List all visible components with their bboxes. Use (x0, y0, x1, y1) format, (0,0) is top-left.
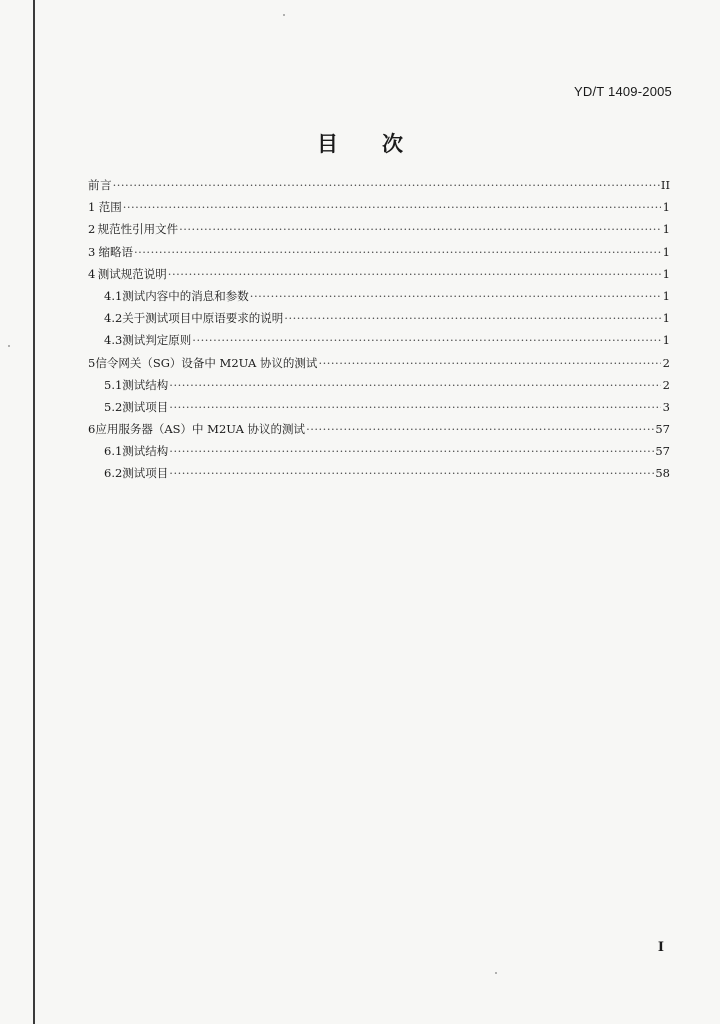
toc-leader-dots (192, 333, 661, 347)
toc-leader-dots (318, 356, 661, 370)
toc-entry[interactable] (88, 421, 670, 443)
page-number: I (657, 940, 664, 955)
toc-entry[interactable] (88, 244, 670, 266)
toc-entry-number: 6.2 (104, 466, 123, 481)
toc-entry-number: 6 (88, 422, 96, 437)
toc-leader-dots (250, 289, 661, 303)
standard-code: YD/T 1409-2005 (574, 84, 672, 99)
toc-subentry[interactable] (88, 443, 670, 465)
toc-entry-number: 3 (88, 244, 96, 259)
toc-leader-dots (179, 222, 661, 236)
toc-entry-number: 前 (88, 178, 100, 192)
toc-entry-page: 1 (662, 200, 670, 215)
toc-entry-label: 应用服务器（AS）中 M2UA 协议的测试 (95, 422, 306, 437)
toc-entry-page: 1 (662, 244, 670, 259)
scan-speck (8, 345, 10, 347)
scan-speck (283, 14, 285, 16)
toc-leader-dots (169, 444, 654, 458)
toc-entry[interactable] (88, 177, 670, 199)
toc-leader-dots (169, 400, 661, 414)
toc-title-char-2: 次 (382, 132, 403, 156)
toc-entry-page: 1 (662, 266, 670, 281)
toc-leader-dots (113, 178, 660, 192)
toc-entry-page: 2 (662, 355, 670, 370)
toc-entry-number: 4 (88, 266, 96, 281)
toc-entry[interactable] (88, 355, 670, 377)
toc-entry-number: 4.2 (104, 311, 123, 326)
toc-entry-label: 信令网关（SG）设备中 M2UA 协议的测试 (95, 355, 318, 370)
toc-title-char-1: 目 (317, 132, 338, 156)
toc-entry-label: 测试结构 (122, 377, 169, 392)
table-of-contents (88, 177, 670, 488)
toc-entry-number: 6.1 (104, 444, 123, 459)
toc-entry-label: 言 (100, 178, 112, 192)
toc-leader-dots (306, 422, 654, 436)
toc-entry-number: 5.2 (104, 399, 123, 414)
toc-subentry[interactable] (88, 377, 670, 399)
toc-leader-dots (169, 466, 654, 480)
toc-entry-label: 测试规范说明 (97, 266, 167, 281)
toc-entry-page: 1 (662, 311, 670, 326)
toc-leader-dots (123, 200, 661, 214)
toc-entry-page: 2 (662, 377, 670, 392)
toc-title (0, 128, 720, 158)
toc-entry-number: 5 (88, 355, 96, 370)
toc-entry[interactable] (88, 266, 670, 288)
toc-entry-label: 范围 (98, 200, 122, 215)
toc-subentry[interactable] (88, 310, 670, 332)
toc-subentry[interactable] (88, 288, 670, 310)
toc-subentry[interactable] (88, 399, 670, 421)
toc-entry-page: II (660, 178, 670, 192)
toc-entry[interactable] (88, 199, 670, 221)
toc-entry-page: 57 (655, 422, 670, 437)
toc-leader-dots (284, 311, 661, 325)
toc-entry-number: 1 (88, 200, 96, 215)
toc-subentry[interactable] (88, 465, 670, 487)
toc-entry-label: 测试判定原则 (122, 333, 192, 348)
toc-entry-number: 4.1 (104, 288, 123, 303)
toc-leader-dots (134, 245, 661, 259)
toc-entry-number: 2 (88, 222, 96, 237)
toc-entry-number: 5.1 (104, 377, 123, 392)
toc-entry-label: 测试内容中的消息和参数 (122, 288, 249, 303)
toc-entry-page: 57 (655, 444, 670, 459)
toc-subentry[interactable] (88, 332, 670, 354)
toc-entry-label: 测试结构 (122, 444, 169, 459)
toc-entry-page: 58 (655, 466, 670, 481)
toc-entry-label: 测试项目 (122, 399, 169, 414)
toc-entry-page: 1 (662, 333, 670, 348)
toc-leader-dots (168, 267, 661, 281)
toc-entry-label: 测试项目 (122, 466, 169, 481)
toc-entry-number: 4.3 (104, 333, 123, 348)
toc-entry-page: 1 (662, 222, 670, 237)
toc-leader-dots (169, 378, 661, 392)
toc-entry-label: 关于测试项目中原语要求的说明 (122, 311, 284, 326)
toc-entry-page: 1 (662, 288, 670, 303)
toc-entry-page: 3 (662, 399, 670, 414)
toc-entry[interactable] (88, 221, 670, 243)
toc-entry-label: 缩略语 (98, 244, 133, 259)
toc-entry-label: 规范性引用文件 (97, 222, 179, 237)
scan-speck (495, 972, 497, 974)
